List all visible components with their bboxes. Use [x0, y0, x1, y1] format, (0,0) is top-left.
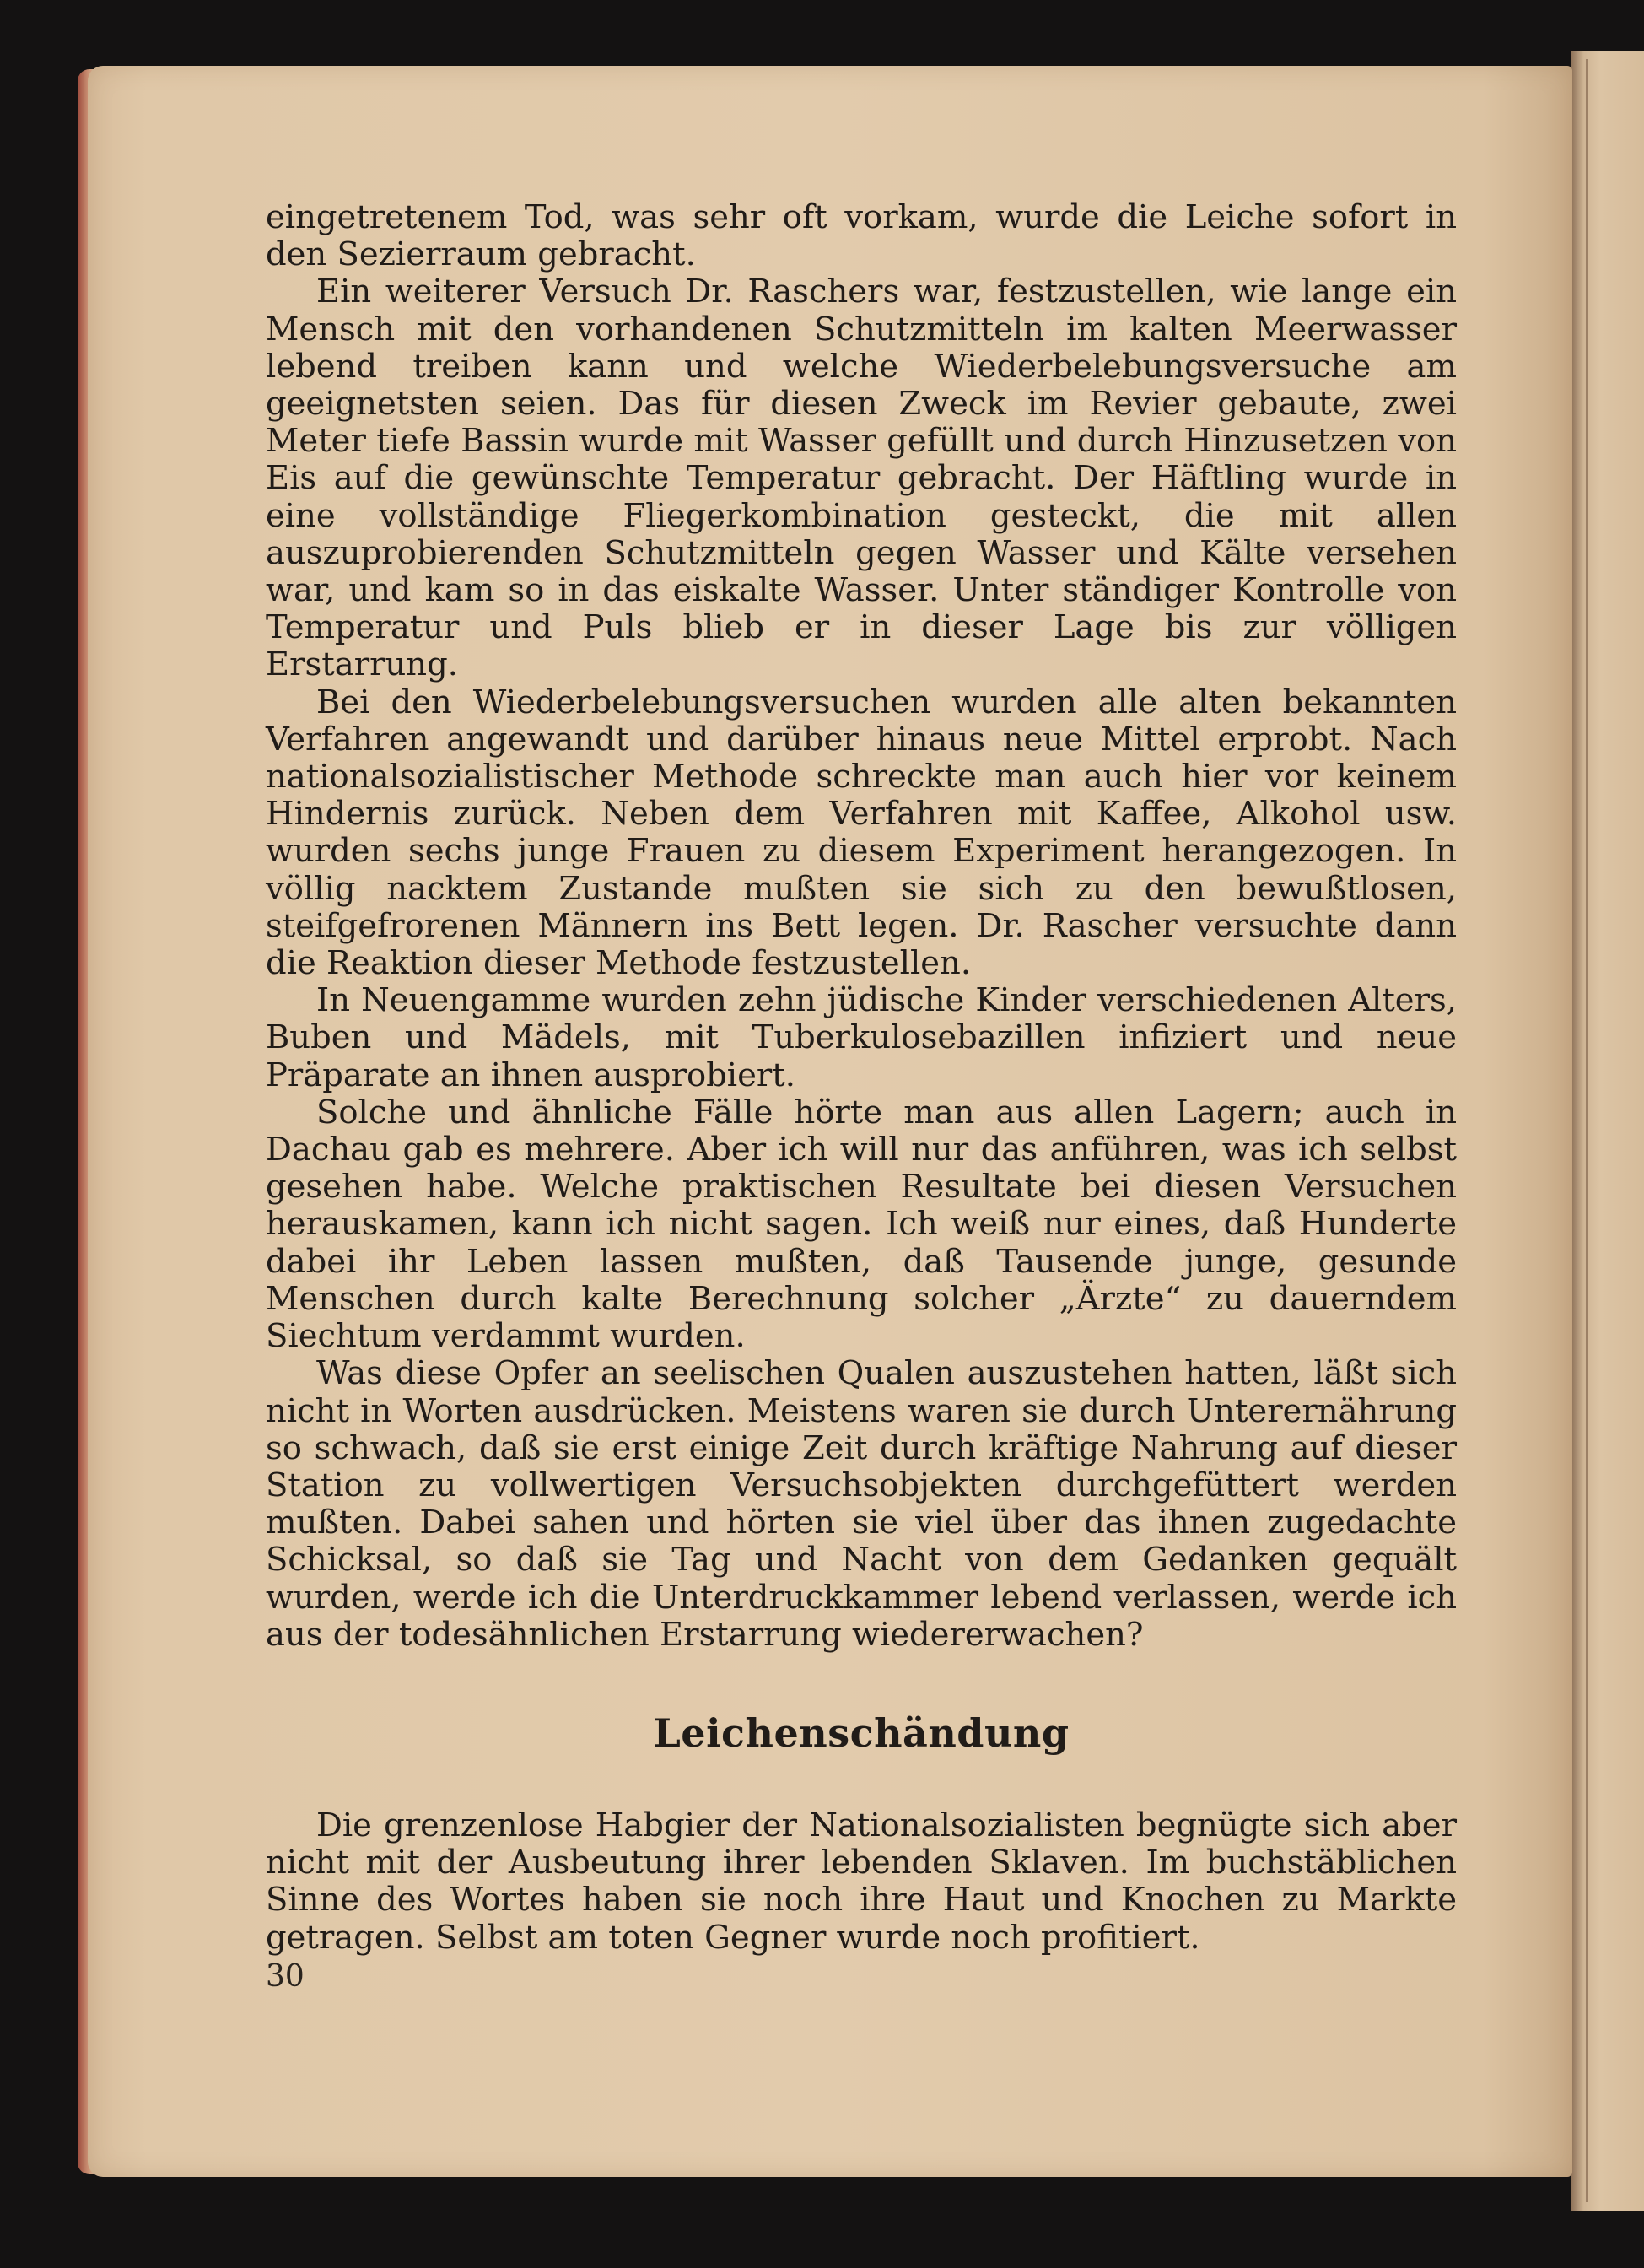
paragraph-4: In Neuengamme wurden zehn jüdische Kinder verschiedenen Alters, Buben und Mädels, mit Tuberkulosebazillen infiziert und neue Präparate an ihnen ausprobiert. [266, 981, 1457, 1094]
page-number: 30 [266, 1959, 305, 1994]
paragraph-6: Was diese Opfer an seelischen Qualen auszustehen hatten, läßt sich nicht in Worten ausdrücken. Meistens waren sie durch Unterernährung so schwach, daß sie erst einige Zeit durch kräftige Nahrung auf dieser Station zu vollwertigen Versuchsobjekten durchgefüttert werden mußten. Dabei sahen und hörten sie viel über das ihnen zugedachte Schicksal, so daß sie Tag und Nacht von dem Gedanken gequält wurden, werde ich die Unterdruckkammer lebend verlassen, werde ich aus der todesähnlichen Erstarrung wiedererwachen? [266, 1354, 1457, 1654]
section-heading: Leichenschändung [653, 1709, 1070, 1756]
paragraph-5: Solche und ähnliche Fälle hörte man aus allen Lagern; auch in Dachau gab es mehrere. Aber ich will nur das anführen, was ich selbst gesehen habe. Welche praktischen Resultate bei diesen Versuchen herauskamen, kann ich nicht sagen. Ich weiß nur eines, daß Hunderte dabei ihr Leben lassen mußten, daß Tausende junge, gesunde Menschen durch kalte Berechnung solcher „Ärzte“ zu dauerndem Siechtum verdammt wurden. [266, 1093, 1457, 1356]
paragraph-2: Ein weiterer Versuch Dr. Raschers war, festzustellen, wie lange ein Mensch mit den vorhandenen Schutzmitteln im kalten Meerwasser lebend treiben kann und welche Wiederbelebungsversuche am geeignetsten seien. Das für diesen Zweck im Revier gebaute, zwei Meter tiefe Bassin wurde mit Wasser gefüllt und durch Hinzusetzen von Eis auf die gewünschte Temperatur gebracht. Der Häftling wurde in eine vollständige Fliegerkombination gesteckt, die mit allen auszuprobierenden Schutzmitteln gegen Wasser und Kälte versehen war, und kam so in das eiskalte Wasser. Unter ständiger Kontrolle von Temperatur und Puls blieb er in dieser Lage bis zur völligen Erstarrung. [266, 273, 1457, 684]
paragraph-1: eingetretenem Tod, was sehr oft vorkam, wurde die Leiche sofort in den Sezierraum gebracht. [266, 198, 1457, 274]
binding-line [1586, 59, 1588, 2202]
closing-paragraph: Die grenzenlose Habgier der Nationalsozialisten begnügte sich aber nicht mit der Ausbeutung ihrer lebenden Sklaven. Im buchstäblichen Sinne des Wortes haben sie noch ihre Haut und Knochen zu Markte getragen. Selbst am toten Gegner wurde noch profitiert. [266, 1806, 1457, 1957]
page-text [266, 199, 1457, 1957]
facing-page-gutter [1571, 51, 1644, 2211]
paragraph-3: Bei den Wiederbelebungsversuchen wurden alle alten bekannten Verfahren angewandt und darüber hinaus neue Mittel erprobt. Nach nationalsozialistischer Methode schreckte man auch hier vor keinem Hindernis zurück. Neben dem Verfahren mit Kaffee, Alkohol usw. wurden sechs junge Frauen zu diesem Experiment herangezogen. In völlig nacktem Zustande mußten sie sich zu den bewußtlosen, steifgefrorenen Männern ins Bett legen. Dr. Rascher versuchte dann die Reaktion dieser Methode festzustellen. [266, 683, 1457, 983]
